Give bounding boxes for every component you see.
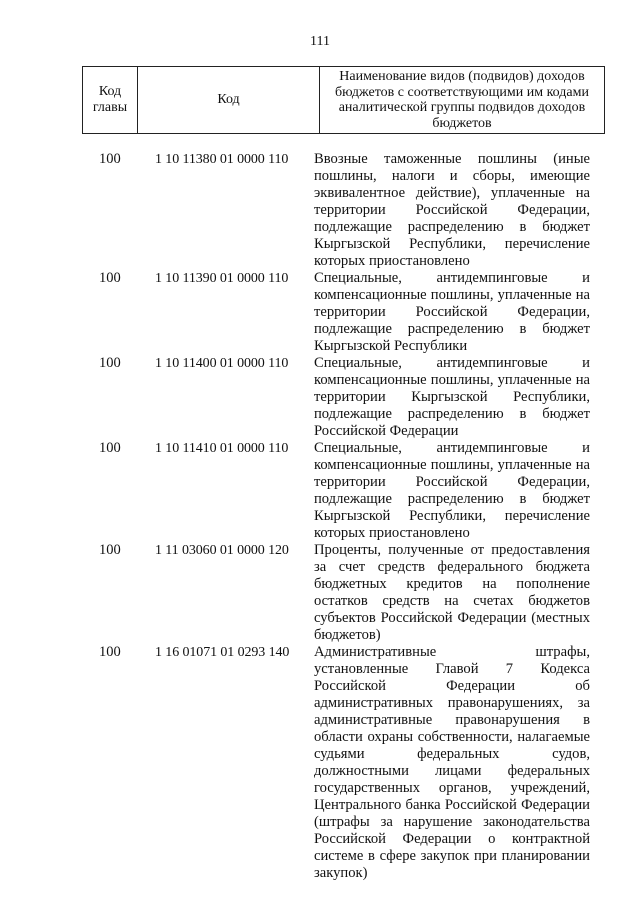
revenue-code: 1 16 01071 01 0293 140 — [155, 645, 290, 660]
table-header — [82, 66, 605, 134]
chapter-code: 100 — [99, 270, 121, 286]
revenue-code: 1 10 11390 01 0000 110 — [155, 271, 289, 286]
revenue-code: 1 10 11400 01 0000 110 — [155, 356, 289, 371]
header-code: Код — [138, 67, 320, 134]
revenue-description: Специальные, антидемпинговые и компенсационные пошлины, уплаченные на территории Российской Федерации, подлежащие распределению в бюджет Кыргызской Республики — [314, 270, 590, 354]
revenue-description: Административные штрафы, установленные Главой 7 Кодекса Российской Федерации об административных правонарушениях, за административные правонарушения в области охраны собственности, налагаемые судьями федеральных судов, должностными лицами федеральных государственных органов, учреждений, Центрального банка Российской Федерации (штрафы за нарушение законодательства Российской Федерации о контрактной системе в сфере закупок при планировании закупок) — [314, 644, 590, 881]
chapter-code: 100 — [99, 151, 121, 167]
revenue-code: 1 10 11380 01 0000 110 — [155, 152, 289, 167]
revenue-description: Специальные, антидемпинговые и компенсационные пошлины, уплаченные на территории Кыргызской Республики, подлежащие распределению в бюджет Российской Федерации — [314, 355, 590, 439]
chapter-code: 100 — [99, 355, 121, 371]
revenue-description: Ввозные таможенные пошлины (иные пошлины, налоги и сборы, имеющие эквивалентное действие), уплаченные на территории Российской Федерации, подлежащие распределению в бюджет Кыргызской Республики, перечисление которых приостановлено — [314, 151, 590, 269]
page-number: 111 — [310, 34, 330, 49]
chapter-code: 100 — [99, 440, 121, 456]
revenue-description: Специальные, антидемпинговые и компенсационные пошлины, уплаченные на территории Российской Федерации, подлежащие распределению в бюджет Кыргызской Республики, перечисление которых приостановлено — [314, 440, 590, 541]
revenue-code: 1 10 11410 01 0000 110 — [155, 441, 289, 456]
chapter-code: 100 — [99, 644, 121, 660]
revenue-code: 1 11 03060 01 0000 120 — [155, 543, 289, 558]
table-row — [0, 440, 640, 542]
chapter-code: 100 — [99, 542, 121, 558]
table-row — [0, 355, 640, 440]
table-body — [0, 151, 640, 881]
header-name: Наименование видов (подвидов) доходов бюджетов с соответствующими им кодами аналитической группы подвидов доходов бюджетов — [320, 67, 605, 134]
table-row — [0, 151, 640, 270]
table-row — [0, 644, 640, 881]
table-row — [0, 270, 640, 355]
table-row — [0, 542, 640, 644]
revenue-description: Проценты, полученные от предоставления за счет средств федерального бюджета бюджетных кредитов на пополнение остатков средств на счетах бюджетов субъектов Российской Федерации (местных бюджетов) — [314, 542, 590, 643]
header-chapter-code: Код главы — [83, 67, 138, 134]
